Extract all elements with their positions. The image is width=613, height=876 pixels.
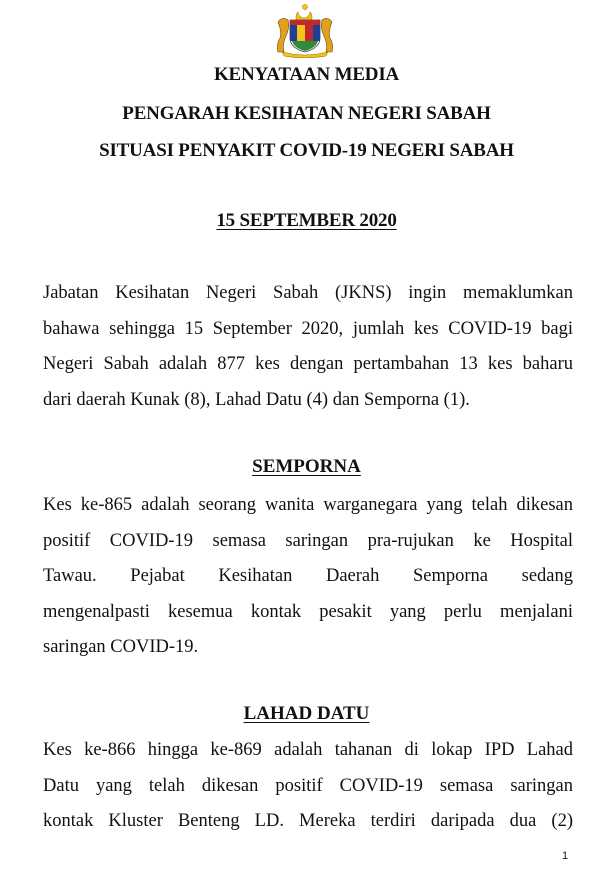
section-title-semporna: SEMPORNA (252, 456, 361, 477)
lahad-datu-paragraph (43, 733, 573, 840)
situation-title: SITUASI PENYAKIT COVID-19 NEGERI SABAH (99, 140, 514, 161)
intro-line: Negeri Sabah adalah 877 kes dengan pertambahan 13 kes baharu (43, 354, 573, 374)
coat-of-arms-logo (272, 2, 338, 58)
semporna-line: positif COVID-19 semasa saringan pra-rujukan ke Hospital (43, 530, 573, 551)
lahad-datu-line: Datu yang telah dikesan positif COVID-19 semasa saringan (43, 775, 573, 796)
lahad-datu-line: kontak Kluster Benteng LD. Mereka terdiri daripada dua (2) (43, 811, 573, 831)
intro-paragraph (43, 276, 573, 418)
intro-line: bahawa sehingga 15 September 2020, jumlah kes COVID-19 bagi (43, 318, 573, 339)
section-title-lahad-datu: LAHAD DATU (243, 703, 370, 724)
intro-line: Jabatan Kesihatan Negeri Sabah (JKNS) ingin memaklumkan (43, 283, 573, 303)
intro-line: dari daerah Kunak (8), Lahad Datu (4) dan Semporna (1). (43, 389, 470, 410)
statement-date: 15 SEPTEMBER 2020 (216, 210, 397, 231)
director-title: PENGARAH KESIHATAN NEGERI SABAH (122, 103, 491, 124)
page-number: 1 (562, 850, 569, 862)
semporna-paragraph (43, 488, 573, 666)
media-statement-title: KENYATAAN MEDIA (213, 64, 400, 85)
semporna-line: Tawau. Pejabat Kesihatan Daerah Semporna sedang (43, 566, 573, 586)
semporna-line: saringan COVID-19. (43, 637, 199, 657)
semporna-line: mengenalpasti kesemua kontak pesakit yang perlu menjalani (43, 601, 573, 622)
semporna-line: Kes ke-865 adalah seorang wanita warganegara yang telah dikesan (43, 495, 573, 515)
lahad-datu-line: Kes ke-866 hingga ke-869 adalah tahanan di lokap IPD Lahad (43, 740, 573, 760)
